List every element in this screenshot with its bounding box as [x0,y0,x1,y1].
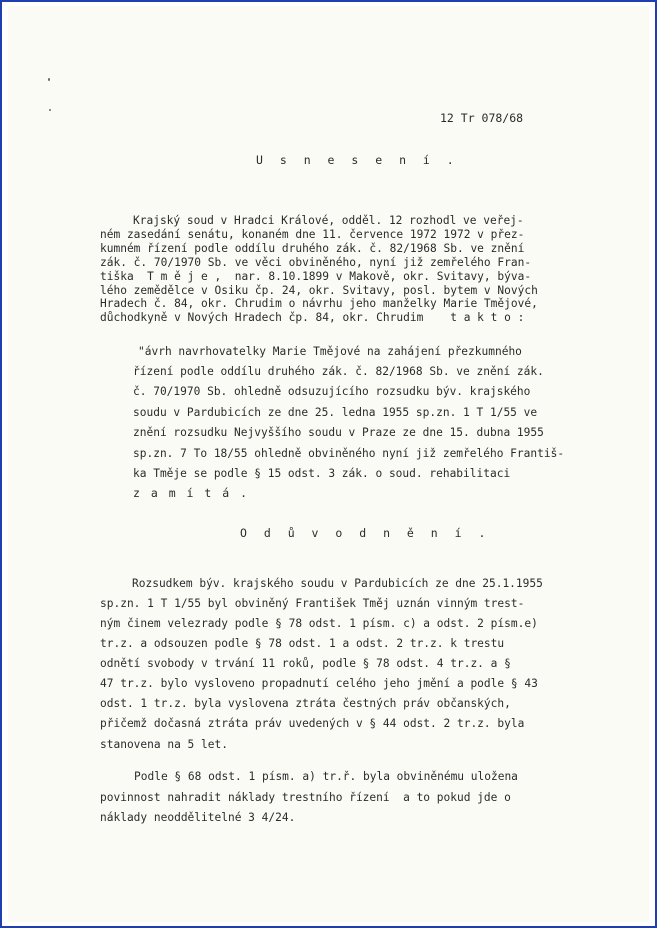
ruling-line: č. 70/1970 Sb. ohledně odsuzujícího rozsudku býv. krajského [133,385,531,398]
scanned-page [8,6,649,922]
ruling-line: znění rozsudku Nejvyššího soudu v Praze ze dne 15. dubna 1955 [133,426,544,439]
intro-line: zák. č. 70/1970 Sb. ve věci obviněného, nyní již zemřelého Fran- [100,256,532,269]
document-title: U s n e s e n í . [256,153,459,167]
reasoning-line: odnětí svobody v trvání 11 roků, podle § 78 odst. 4 tr.z. a § [100,657,511,670]
reasoning-line: ným činem velezrady podle § 78 odst. 1 písm. c) a odst. 2 písm.e) [100,617,538,630]
ruling-line: sp.zn. 7 To 18/55 ohledně obviněného nyní již zemřelého Františ- [133,447,565,460]
reasoning-line: stanovena na 5 let. [100,738,228,751]
paper-speck [49,109,51,111]
paper-speck [48,78,50,81]
reasoning-line: odst. 1 tr.z. byla vyslovena ztráta čestných práv občanských, [100,697,511,710]
reasoning-title: O d ů v o d n ě n í . [240,526,491,540]
intro-line: Hradech č. 84, okr. Chrudim o návrhu jeho manželky Marie Tmějové, [100,297,538,310]
reasoning-line: tr.z. a odsouzen podle § 78 odst. 1 a odst. 2 tr.z. k trestu [100,637,505,650]
intro-line: důchodkyně v Nových Hradech čp. 84, okr. Chrudim t a k t o : [100,311,525,324]
intro-line: lého zemědělce v Osiku čp. 24, okr. Svitavy, posl. bytem v Nových [100,284,538,297]
intro-line: ném zasedání senátu, konaném dne 11. července 1972 1972 v přez- [100,228,525,241]
reasoning-line: náklady neoddělitelné 3 4/24. [100,811,296,824]
ruling-line: "ávrh navrhovatelky Marie Tmějové na zahájení přezkumného [138,345,522,358]
intro-line: kumném řízení podle oddílu druhého zák. č. 82/1968 Sb. ve znění [100,242,525,255]
intro-line: tiška T m ě j e , nar. 8.10.1899 v Makově, okr. Svitavy, býva- [100,270,532,283]
reasoning-line: Podle § 68 odst. 1 písm. a) tr.ř. byla obviněnému uložena [134,770,518,783]
reasoning-line: 47 tr.z. bylo vysloveno propadnutí celého jeho jmění a podle § 43 [100,677,538,690]
reasoning-line: přičemž dočasná ztráta práv uvedených v § 44 odst. 2 tr.z. byla [100,717,525,730]
ruling-verdict: z a m í t á . [133,486,250,500]
reasoning-line: povinnost nahradit náklady trestního řízení a to pokud jde o [100,791,511,804]
ruling-line: řízení podle oddílu druhého zák. č. 82/1968 Sb. ve znění zák. [133,365,544,378]
ruling-line: soudu v Pardubicích ze dne 25. ledna 1955 sp.zn. 1 T 1/55 ve [133,406,538,419]
reasoning-line: Rozsudkem býv. krajského soudu v Pardubicích ze dne 25.1.1955 [132,577,543,590]
case-number: 12 Tr 078/68 [440,111,524,125]
reasoning-line: sp.zn. 1 T 1/55 byl obviněný František Tměj uznán vinným trest- [100,597,525,610]
ruling-line: ka Tměje se podle § 15 odst. 3 zák. o soud. rehabilitaci [133,467,511,480]
intro-line: Krajský soud v Hradci Králové, odděl. 12 rozhodl ve veřej- [133,214,524,227]
